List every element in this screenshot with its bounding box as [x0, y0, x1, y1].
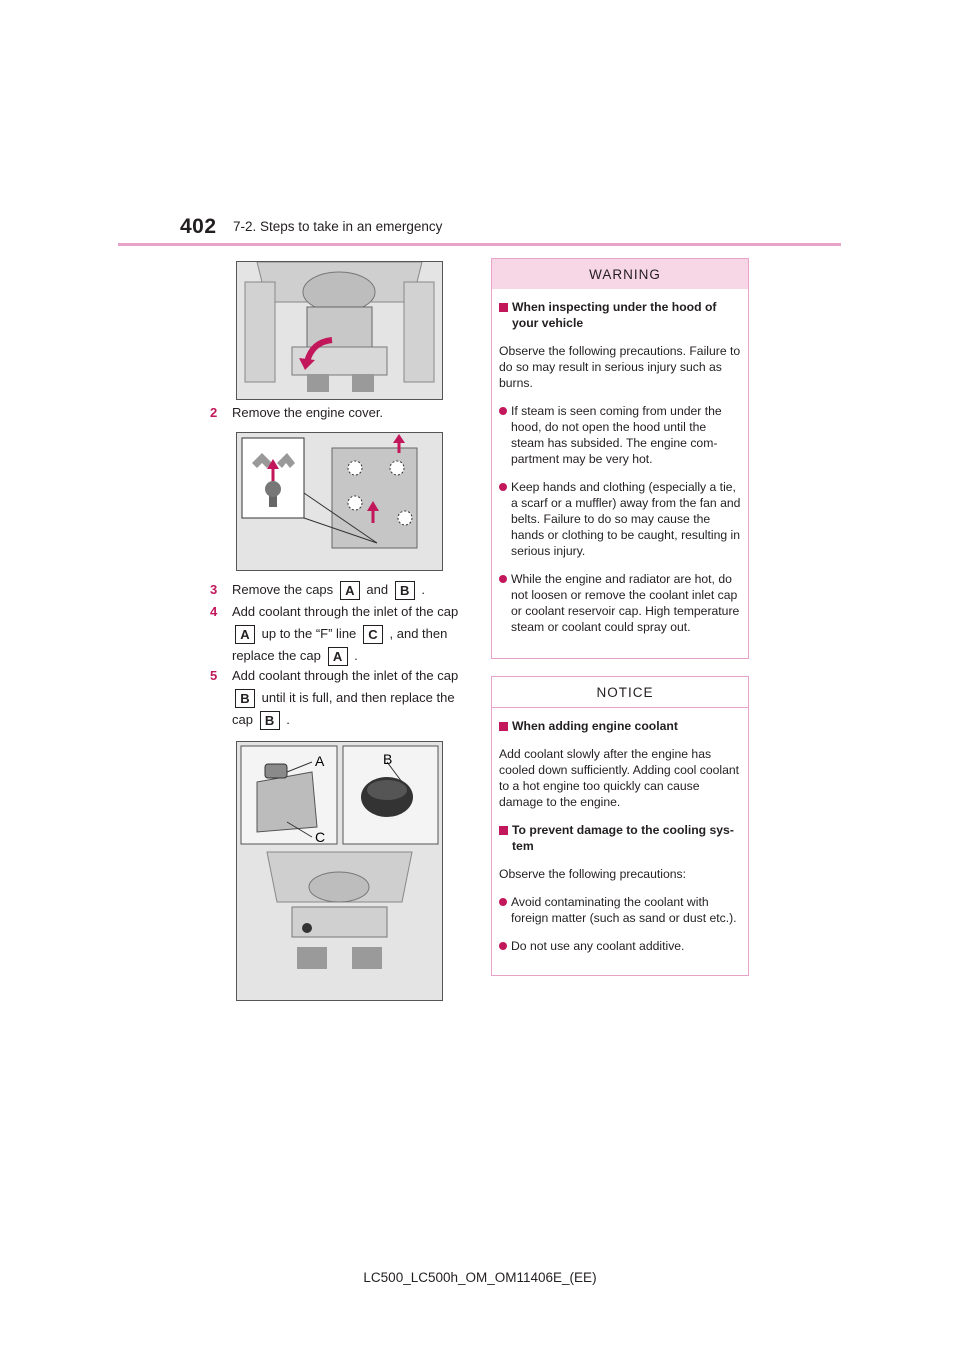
notice-heading: When adding engine coolant: [499, 718, 741, 734]
section-title: 7-2. Steps to take in an emergency: [233, 219, 443, 234]
warning-header: [492, 259, 748, 289]
step-4: [210, 603, 458, 621]
page-number: 402: [180, 215, 217, 238]
figure-label-b: B: [383, 751, 393, 767]
step-text: Add coolant through the inlet of the cap: [232, 604, 459, 619]
figure-label-a: A: [315, 753, 325, 769]
label-box-b: B: [260, 711, 280, 730]
label-box-a: A: [235, 625, 255, 644]
notice-text: Observe the following precautions:: [499, 867, 686, 881]
step-text: .: [286, 712, 290, 727]
step-text: Add coolant through the inlet of the cap: [232, 668, 459, 683]
step-text: Remove the engine cover.: [232, 405, 384, 420]
notice-panel: [491, 676, 749, 976]
step-number: 2: [210, 405, 218, 420]
step-text: replace the cap: [232, 648, 321, 663]
warning-title: WARNING: [589, 266, 661, 282]
step-4-line-2: [232, 625, 447, 644]
notice-title: NOTICE: [596, 684, 654, 700]
notice-bullet: Do not use any coolant additive.: [499, 938, 741, 954]
engine-bay-figure-2: [236, 432, 443, 571]
label-box-b: B: [235, 689, 255, 708]
header-rule: [118, 243, 841, 246]
step-text: up to the “F” line: [261, 626, 357, 641]
step-5-line-3: [232, 711, 290, 730]
step-text: .: [354, 648, 358, 663]
figure-label-c: C: [315, 829, 326, 845]
footer-code: LC500_LC500h_OM_OM11406E_(EE): [363, 1270, 597, 1285]
warning-heading: When inspecting under the hood of your vehicle: [499, 299, 741, 331]
notice-bullet: Avoid contaminating the coolant with foreign matter (such as sand or dust etc.).: [499, 894, 741, 926]
step-text: , and then: [389, 626, 448, 641]
step-text: until it is full, and then replace the: [261, 690, 455, 705]
step-text: Remove the caps: [232, 582, 334, 597]
step-number: 4: [210, 604, 218, 619]
label-box-a: A: [328, 647, 348, 666]
label-box-c: C: [363, 625, 383, 644]
notice-text: Add coolant slowly after the engine has cooled down sufficiently. Adding cool coolant to a hot engine too quickly can cause damage to the engine.: [499, 747, 740, 809]
step-number: 5: [210, 668, 218, 683]
warning-bullet: If steam is seen coming from under the hood, do not open the hood until the steam has subsided. The engine com-partment may be very hot.: [499, 403, 741, 467]
notice-header: [492, 677, 748, 708]
step-number: 3: [210, 582, 218, 597]
warning-panel: [491, 258, 749, 659]
label-box-a: A: [340, 581, 360, 600]
step-3: [210, 581, 425, 600]
label-box-b: B: [395, 581, 415, 600]
step-2: [210, 404, 383, 422]
notice-heading: To prevent damage to the cooling sys-tem: [499, 822, 741, 854]
engine-bay-figure-3: [236, 741, 443, 1001]
step-4-line-3: [232, 647, 358, 666]
step-5-line-2: [232, 689, 455, 708]
warning-intro: Observe the following precautions. Failure to do so may result in serious injury such as burns.: [499, 344, 741, 390]
step-text: .: [421, 582, 425, 597]
step-text: cap: [232, 712, 253, 727]
engine-bay-figure-1: [236, 261, 443, 400]
warning-bullet: Keep hands and clothing (especially a tie, a scarf or a muffler) away from the fan and belts. Failure to do so may cause the hands or clothing to be caught, resulting in serious injury.: [499, 479, 741, 559]
step-text: and: [366, 582, 389, 597]
step-5: [210, 667, 458, 685]
warning-bullet: While the engine and radiator are hot, do not loosen or remove the coolant inlet cap or coolant reservoir cap. High temperature steam or coolant could spray out.: [499, 571, 741, 635]
